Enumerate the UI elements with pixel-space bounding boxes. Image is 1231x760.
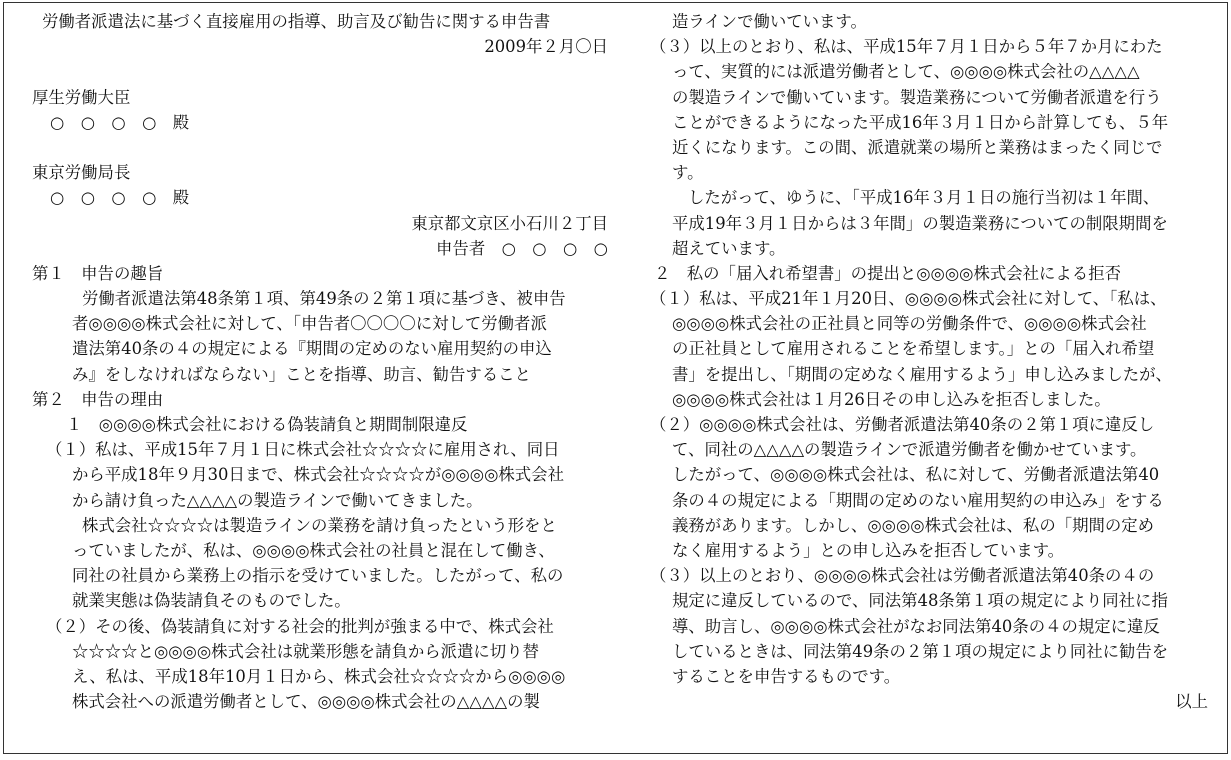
para-2-line: 造ラインで働いています。 (672, 12, 867, 31)
para-3b-first-line: したがって、ゆうに、「平成16年３月１日の施行当初は１年間、 (688, 188, 1160, 208)
applicant-name: 申告者 ○ ○ ○ ○ (436, 238, 608, 258)
para-1-first-line: （１）私は、平成15年７月１日に株式会社☆☆☆☆に雇用され、同日 (46, 440, 560, 460)
document-page (3, 2, 1228, 754)
right-column (650, 9, 1208, 714)
section-1-line: 労働者派遣法第48条第１項、第49条の２第１項に基づき、被申告 (82, 289, 566, 309)
para-1b-line: 同社の社員から業務上の指示を受けていました。したがって、私の (72, 566, 564, 586)
para-3-line: って、実質的には派遣労働者として、◎◎◎◎株式会社の△△△△ (672, 62, 1140, 82)
applicant-address: 東京都文京区小石川２丁目 (411, 213, 608, 233)
addressee-minister-person: ○ ○ ○ ○ 殿 (50, 112, 190, 132)
q-1-line: 書」を提出し、「期間の定めなく雇用するよう」申し込みましたが、 (672, 364, 1172, 384)
section-1-heading: 第１ 申告の趣旨 (32, 263, 164, 283)
q-3-line: 導、助言し、◎◎◎◎株式会社がなお同法第40条の４の規定に違反 (672, 616, 1160, 636)
addressee-bureau-person: ○ ○ ○ ○ 殿 (50, 188, 190, 208)
section-1-line: み』をしなければならない」ことを指導、助言、勧告すること (72, 364, 531, 384)
para-3-line: 近くになります。この間、派遣就業の場所と業務はまったく同じで (672, 137, 1163, 157)
q-1-first-line: （１）私は、平成21年１月20日、◎◎◎◎株式会社に対して、「私は、 (650, 289, 1167, 309)
addressee-bureau: 東京労働局長 (32, 163, 131, 183)
q-2-line: 義務があります。しかし、◎◎◎◎株式会社は、私の「期間の定め (672, 515, 1155, 535)
section-1-line: 遣法第40条の４の規定による『期間の定めのない雇用契約の申込 (72, 339, 552, 359)
document-title: 労働者派遣法に基づく直接雇用の指導、助言及び勧告に関する申告書 (42, 12, 551, 31)
section-2-2-heading: ２ 私の「届入れ希望書」の提出と◎◎◎◎株式会社による拒否 (654, 263, 1121, 283)
para-2-line: え、私は、平成18年10月１日から、株式会社☆☆☆☆から◎◎◎◎ (72, 666, 566, 686)
q-3-line: しているときは、同法第49条の２第１項の規定により同社に勧告を (672, 641, 1169, 661)
para-3-line: す。 (672, 163, 704, 183)
para-3-line: ことができるようになった平成16年３月１日から計算しても、５年 (672, 112, 1169, 132)
para-2-line: ☆☆☆☆と◎◎◎◎株式会社は就業形態を請負から派遣に切り替 (72, 641, 539, 661)
para-3b-line: 超えています。 (672, 238, 786, 258)
section-1-line: 者◎◎◎◎株式会社に対して、「申告者〇〇〇〇に対して労働者派 (72, 314, 547, 334)
section-2-heading: 第２ 申告の理由 (32, 389, 164, 409)
para-3-first-line: （３）以上のとおり、私は、平成15年７月１日から５年７か月にわた (650, 37, 1163, 57)
para-2-first-line: （２）その後、偽装請負に対する社会的批判が強まる中で、株式会社 (46, 616, 554, 636)
para-1-line: から請け負った△△△△の製造ラインで働いてきました。 (72, 490, 483, 510)
document-date: 2009年２月〇日 (484, 37, 608, 57)
q-2-first-line: （２）◎◎◎◎株式会社は、労働者派遣法第40条の２第１項に違反し (650, 415, 1155, 434)
closing-word: 以上 (1175, 692, 1208, 712)
q-3-line: することを申告するものです。 (672, 666, 901, 686)
para-1b-line: っていましたが、私は、◎◎◎◎株式会社の社員と混在して働き、 (72, 540, 555, 560)
q-1-line: ◎◎◎◎株式会社は１月26日その申し込みを拒否しました。 (672, 389, 1111, 409)
left-column (32, 9, 608, 714)
para-3-line: の製造ラインで働いています。製造業務について労働者派遣を行う (672, 87, 1162, 107)
addressee-minister: 厚生労働大臣 (32, 87, 131, 107)
q-2-line: なく雇用するよう」との申し込みを拒否しています。 (672, 540, 1065, 560)
para-1b-line: 就業実態は偽装請負そのものでした。 (72, 591, 351, 611)
q-3-line: 規定に違反しているので、同法第48条第１項の規定により同社に指 (672, 591, 1168, 611)
q-2-line: て、同社の△△△△の製造ラインで派遣労働者を働かせています。 (672, 440, 1147, 460)
q-1-line: ◎◎◎◎株式会社の正社員と同等の労働条件で、◎◎◎◎株式会社 (672, 314, 1147, 334)
section-2-1-heading: １ ◎◎◎◎株式会社における偽装請負と期間制限違反 (66, 415, 468, 434)
para-1-line: から平成18年９月30日まで、株式会社☆☆☆☆が◎◎◎◎株式会社 (72, 465, 564, 485)
q-2-line: したがって、◎◎◎◎株式会社は、私に対して、労働者派遣法第40 (672, 465, 1160, 485)
q-3-first-line: （３）以上のとおり、◎◎◎◎株式会社は労働者派遣法第40条の４の (650, 566, 1155, 586)
q-2-line: 条の４の規定による「期間の定めのない雇用契約の申込み」をする (672, 490, 1164, 510)
para-3b-line: 平成19年３月１日からは３年間」の製造業務についての制限期間を (672, 213, 1168, 233)
para-1b-first-line: 株式会社☆☆☆☆は製造ラインの業務を請け負ったという形をと (82, 515, 557, 535)
q-1-line: の正社員として雇用されることを希望します。」との「届入れ希望 (672, 339, 1155, 359)
para-2-line: 株式会社への派遣労働者として、◎◎◎◎株式会社の△△△△の製 (72, 692, 540, 712)
